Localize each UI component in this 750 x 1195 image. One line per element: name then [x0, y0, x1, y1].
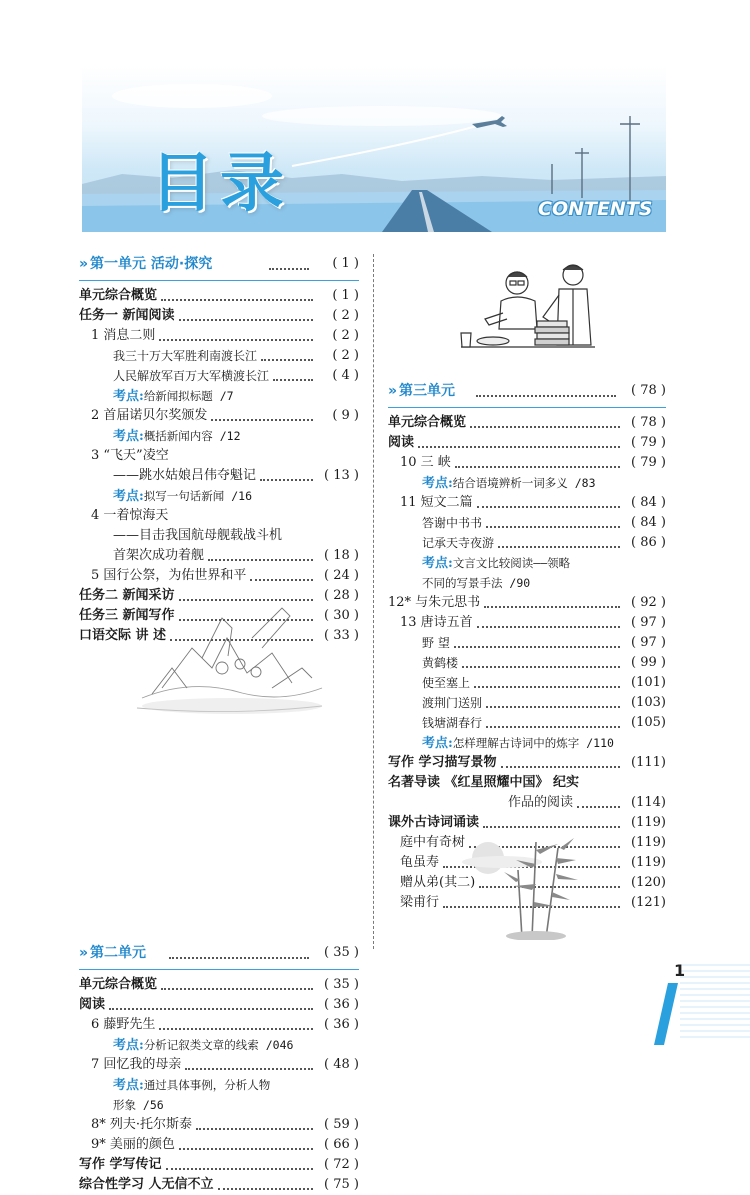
toc-page-number: ( 30 ) [324, 608, 359, 623]
key-point-label: 考点: [422, 736, 453, 751]
toc-entry-title: 答谢中书书 [422, 516, 483, 530]
unit-heading-1[interactable]: » 第一单元 活动·探究 ( 1 ) [79, 256, 359, 272]
toc-page-number: ( 84 ) [631, 495, 666, 510]
unit-heading-3[interactable]: » 第三单元 ( 78 ) [388, 383, 666, 399]
toc-entry-title: 钱塘湖春行 [422, 716, 483, 730]
leader-dots [418, 446, 620, 448]
leader-dots [454, 646, 620, 648]
toc-entry-title: 单元综合概览 [79, 977, 158, 992]
toc-entry-title: 8* 列夫·托尔斯泰 [91, 1117, 193, 1132]
toc-page-number: (101) [631, 675, 666, 690]
toc-entry-title: 使至塞上 [422, 676, 471, 690]
page-number-corner [640, 955, 750, 1045]
toc-entry[interactable] [79, 366, 359, 386]
key-point-label: 考点: [113, 1038, 144, 1053]
toc-entry-title: 10 三 峡 [400, 455, 451, 470]
toc-page-number: ( 1 ) [332, 288, 359, 303]
double-chevron-icon: » [79, 945, 89, 961]
toc-entry[interactable] [388, 593, 666, 613]
unit-1-entries [79, 286, 359, 646]
toc-entry-title: 3 “飞天”凌空 [91, 448, 169, 463]
leader-dots [269, 268, 309, 270]
leader-dots [577, 806, 620, 808]
toc-entry[interactable] [388, 433, 666, 453]
toc-page-number: ( 2 ) [332, 348, 359, 363]
toc-entry[interactable] [79, 466, 359, 486]
toc-entry-title: 写作 学写传记 [79, 1157, 162, 1172]
toc-page-number: (111) [631, 755, 666, 770]
key-point-label: 考点: [113, 389, 144, 404]
toc-entry-title: 阅读 [388, 435, 415, 450]
key-point-label: 考点: [113, 1078, 144, 1093]
toc-page-number: ( 78 ) [631, 415, 666, 430]
leader-dots [169, 957, 309, 959]
toc-page-number: ( 97 ) [631, 635, 666, 650]
toc-entry-title: 任务二 新闻采访 [79, 588, 175, 603]
leader-dots [470, 426, 620, 428]
toc-entry[interactable] [388, 533, 666, 553]
leader-dots [179, 1148, 313, 1150]
key-point-label: 考点: [422, 476, 453, 491]
leader-dots [185, 1068, 313, 1070]
leader-dots [196, 1128, 313, 1130]
leader-dots [476, 395, 616, 397]
toc-entry-title: 11 短文二篇 [400, 495, 473, 510]
toc-page-number: ( 4 ) [332, 368, 359, 383]
toc-entry[interactable] [388, 493, 666, 513]
toc-entry[interactable] [79, 406, 359, 426]
toc-page-number: (119) [631, 835, 666, 850]
toc-entry-title: 写作 学习描写景物 [388, 755, 497, 770]
toc-page-number: ( 59 ) [324, 1117, 359, 1132]
double-chevron-icon: » [79, 256, 89, 272]
leader-dots [484, 606, 620, 608]
leader-dots [462, 666, 620, 668]
toc-page-number: ( 13 ) [324, 468, 359, 483]
double-chevron-icon: » [388, 383, 398, 399]
toc-entry-title: 2 首届诺贝尔奖颁发 [91, 408, 208, 423]
toc-entry[interactable] [79, 566, 359, 586]
toc-entry-title: 我三十万大军胜利南渡长江 [113, 349, 258, 363]
toc-entry[interactable] [79, 1155, 359, 1175]
leader-dots [260, 479, 313, 481]
toc-entry[interactable] [79, 326, 359, 346]
toc-entry[interactable] [388, 413, 666, 433]
toc-entry[interactable] [388, 613, 666, 633]
page-title: 目录 [150, 147, 290, 221]
leader-dots [109, 1008, 313, 1010]
toc-entry[interactable] [388, 713, 666, 733]
toc-entry[interactable] [79, 546, 359, 566]
key-point-label: 考点: [422, 556, 453, 571]
toc-left-column [79, 251, 359, 1195]
toc-page-number: (105) [631, 715, 666, 730]
toc-page-number: ( 86 ) [631, 535, 666, 550]
toc-entry[interactable] [388, 633, 666, 653]
toc-entry-title: 记承天寺夜游 [422, 536, 495, 550]
toc-page-number: ( 18 ) [324, 548, 359, 563]
unit-rule [79, 280, 359, 281]
toc-entry-title: 梁甫行 [400, 895, 440, 910]
toc-entry-title: 名著导读 《红星照耀中国》 纪实 [388, 775, 580, 790]
toc-entry[interactable] [388, 673, 666, 693]
leader-dots [498, 546, 620, 548]
toc-entry[interactable] [79, 1095, 359, 1115]
key-point-label: 考点: [113, 489, 144, 504]
leader-dots [159, 339, 313, 341]
toc-entry-title: 不同的写景手法 /90 [422, 576, 531, 590]
toc-entry[interactable] [79, 506, 359, 526]
toc-entry-title: 分析记叙类文章的线索 /046 [143, 1038, 294, 1052]
toc-page-number: ( 72 ) [324, 1157, 359, 1172]
toc-entry-title: 7 回忆我的母亲 [91, 1057, 182, 1072]
toc-page-number: ( 48 ) [324, 1057, 359, 1072]
toc-entry[interactable] [388, 573, 666, 593]
toc-page-number: ( 84 ) [631, 515, 666, 530]
toc-page-number: ( 9 ) [332, 408, 359, 423]
toc-entry-title: 首架次成功着舰 [113, 548, 205, 563]
toc-entry-title: 渡荆门送别 [422, 696, 483, 710]
toc-page-number: (119) [631, 855, 666, 870]
toc-entry-title: 黄鹤楼 [422, 656, 459, 670]
leader-dots [159, 1028, 313, 1030]
toc-entry-title: 任务三 新闻写作 [79, 608, 175, 623]
toc-entry[interactable] [79, 1135, 359, 1155]
toc-page-number: ( 36 ) [324, 1017, 359, 1032]
toc-page-number: (121) [631, 895, 666, 910]
reading-men-illustration [455, 255, 625, 371]
toc-entry[interactable] [79, 1035, 359, 1055]
toc-page-number: (120) [631, 875, 666, 890]
toc-entry[interactable] [79, 386, 359, 406]
toc-entry[interactable] [79, 286, 359, 306]
toc-entry[interactable] [79, 486, 359, 506]
toc-page-number: ( 24 ) [324, 568, 359, 583]
toc-page-number: ( 99 ) [631, 655, 666, 670]
leader-dots [273, 379, 313, 381]
toc-page-number: ( 36 ) [324, 997, 359, 1012]
leader-dots [166, 1168, 313, 1170]
leader-dots [261, 359, 313, 361]
toc-page-number: ( 97 ) [631, 615, 666, 630]
toc-entry[interactable] [388, 773, 666, 793]
toc-entry[interactable] [388, 553, 666, 573]
toc-entry-title: 1 消息二则 [91, 328, 156, 343]
toc-entry[interactable] [388, 453, 666, 473]
leader-dots [161, 988, 313, 990]
toc-entry-title: 文言文比较阅读——领略 [452, 556, 571, 570]
toc-entry-title: 怎样理解古诗词中的炼字 /110 [452, 736, 614, 750]
toc-entry[interactable] [79, 1075, 359, 1095]
toc-entry-title: 结合语境辨析一词多义 /83 [452, 476, 596, 490]
toc-entry[interactable] [388, 753, 666, 773]
unit-rule [388, 407, 666, 408]
toc-entry-title: 13 唐诗五首 [400, 615, 473, 630]
toc-entry-title: 形象 /56 [113, 1098, 164, 1112]
toc-entry[interactable] [388, 733, 666, 753]
toc-entry-title: 6 藤野先生 [91, 1017, 156, 1032]
toc-entry-title: 口语交际 讲 述 [79, 628, 167, 643]
toc-entry-title: ——跳水姑娘吕伟夺魁记 [113, 468, 257, 483]
toc-entry[interactable] [388, 793, 666, 813]
toc-entry-title: 野 望 [422, 636, 450, 650]
leader-dots [250, 579, 313, 581]
toc-page-number: ( 75 ) [324, 1177, 359, 1192]
toc-entry-title: 赠从弟(其二) [400, 875, 476, 890]
leader-dots [477, 506, 620, 508]
toc-entry[interactable] [388, 473, 666, 493]
toc-entry-title: 4 一着惊海天 [91, 508, 169, 523]
leader-dots [208, 559, 313, 561]
toc-entry-title: 拟写一句话新闻 /16 [143, 489, 253, 503]
toc-entry[interactable] [388, 653, 666, 673]
leader-dots [486, 726, 620, 728]
page-subtitle: CONTENTS [538, 198, 653, 220]
key-point-label: 考点: [113, 429, 144, 444]
toc-entry[interactable] [79, 975, 359, 995]
toc-entry[interactable] [79, 1055, 359, 1075]
page-number: 1 [674, 961, 686, 980]
toc-entry-title: 概括新闻内容 /12 [143, 429, 241, 443]
toc-entry-title: 单元综合概览 [79, 288, 158, 303]
unit-rule [79, 969, 359, 970]
column-divider [373, 254, 374, 949]
bamboo-illustration [452, 830, 612, 944]
toc-page-number: ( 79 ) [631, 455, 666, 470]
ruins-illustration [132, 598, 327, 722]
toc-entry-title: 通过具体事例，分析人物 [143, 1078, 271, 1092]
toc-entry[interactable] [79, 1115, 359, 1135]
toc-entry-title: 综合性学习 人无信不立 [79, 1177, 214, 1192]
toc-entry[interactable] [388, 513, 666, 533]
toc-entry[interactable] [79, 346, 359, 366]
toc-entry[interactable] [79, 446, 359, 466]
toc-entry-title: 任务一 新闻阅读 [79, 308, 175, 323]
toc-page-number: (103) [631, 695, 666, 710]
toc-entry-title: 庭中有奇树 [400, 835, 466, 850]
toc-entry-title: 作品的阅读 [508, 795, 574, 810]
toc-entry-title: 9* 美丽的颜色 [91, 1137, 175, 1152]
leader-dots [486, 526, 620, 528]
toc-entry[interactable] [79, 1175, 359, 1195]
leader-dots [179, 319, 313, 321]
toc-page-number: ( 2 ) [332, 308, 359, 323]
toc-entry-title: 12* 与朱元思书 [388, 595, 481, 610]
toc-page-number: ( 2 ) [332, 328, 359, 343]
leader-dots [455, 466, 620, 468]
leader-dots [501, 766, 620, 768]
leader-dots [486, 706, 620, 708]
unit-heading-2[interactable]: » 第二单元 ( 35 ) [79, 945, 359, 961]
toc-page-number: ( 79 ) [631, 435, 666, 450]
toc-page-number: ( 28 ) [324, 588, 359, 603]
leader-dots [483, 826, 620, 828]
toc-entry[interactable] [79, 426, 359, 446]
leader-dots [477, 626, 620, 628]
toc-entry-title: 人民解放军百万大军横渡长江 [113, 369, 270, 383]
toc-entry[interactable] [79, 526, 359, 546]
toc-page-number: (114) [631, 795, 666, 810]
toc-entry[interactable] [79, 1015, 359, 1035]
leader-dots [211, 419, 313, 421]
leader-dots [474, 686, 620, 688]
toc-page-number: ( 33 ) [324, 628, 359, 643]
toc-page-number: ( 66 ) [324, 1137, 359, 1152]
toc-page-number: ( 92 ) [631, 595, 666, 610]
toc-entry-title: 给新闻拟标题 /7 [143, 389, 234, 403]
toc-entry[interactable] [388, 693, 666, 713]
leader-dots [161, 299, 313, 301]
leader-dots [218, 1188, 313, 1190]
unit-2-entries [79, 975, 359, 1195]
toc-entry[interactable] [79, 306, 359, 326]
toc-page-number: ( 35 ) [324, 977, 359, 992]
toc-page-number: (119) [631, 815, 666, 830]
toc-entry-title: 阅读 [79, 997, 106, 1012]
toc-entry-title: ——目击我国航母舰载战斗机 [113, 528, 283, 543]
toc-entry-title: 5 国行公祭，为佑世界和平 [91, 568, 247, 583]
toc-entry-title: 单元综合概览 [388, 415, 467, 430]
toc-entry-title: 课外古诗词诵读 [388, 815, 480, 830]
toc-entry[interactable] [79, 995, 359, 1015]
toc-entry-title: 龟虽寿 [400, 855, 440, 870]
